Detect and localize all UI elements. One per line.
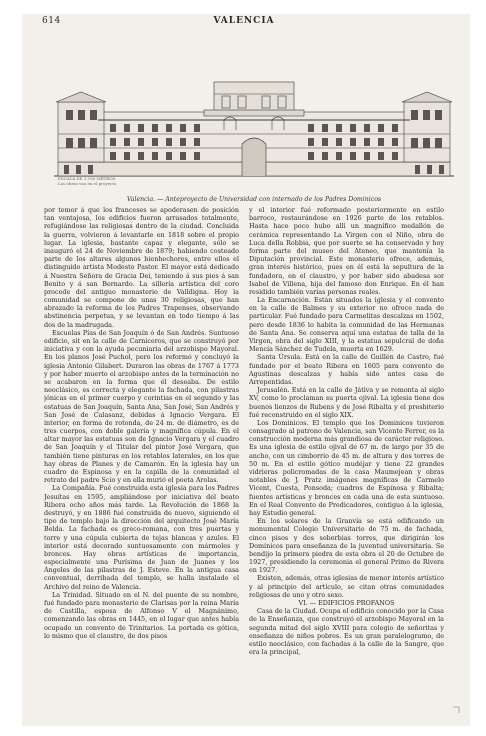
drawing-scale-note (58, 176, 116, 186)
paragraph: Santa Úrsula. Está en la calle de Guillén de Castro, fué fundado por el beato Ribera en 1605 para convento de Agustinas descalzas y había sido antes casa de Arrepentidas. (249, 353, 444, 386)
paragraph: Casa de la Ciudad. Ocupa el edificio conocido por la Casa de la Enseñanza, que construyó el arzobispo Mayoral en la segunda mitad del siglo XVIII para colegio de señoritas y enseñanza de niños pobres. Es un gran paralelogramo, de estilo neoclásico, con fachadas á la calle de la Sangre, que era la principal, (249, 607, 444, 657)
right-text-column (249, 206, 444, 698)
paragraph: La Trinidad. Situado en el N. del puente de su nombre, fué fundado para monasterio de Clarisas por la reina María de Castilla, esposa de Alfonso V el Magnánimo, comenzando las obras en 1445, en el lugar que antes había ocupado un convento de Trinitarios. La portada es gótica, lo mismo que el claustro, de dos pisos (44, 590, 239, 640)
paragraph: Jerusalén. Está en la calle de Játiva y se remonta al siglo XV, como lo proclaman su puerta ojival. La iglesia tiene dos buenos lienzos de Rubens y de José Ribalta y el presbiterio fué reconstruido en el siglo XIX. (249, 386, 444, 419)
paragraph: por temor á que los franceses se apoderasen de posición tan ventajosa, los edificios fueron arrasados totalmente, refugiándose las religiosas dentro de la ciudad. Concluida la guerra, volvieron á levantarle en 1818 sobre el propio lugar. La iglesia, bastante capaz y elegante, sólo se inauguró el 24 de Noviembre de 1879; habiendo costeado parte de los altares algunos bienhechores, entre ellos el distinguido artista Modesto Pastor. El mayor está dedicado á Nuestra Señora de Gracia Dei, teniendo á sus pies á san Benito y á san Bernardo. La sillería artística del coro procede del antiguo monasterio de Valldigna. Hoy la comunidad se compone de unas 30 religiosas, que han abrazado la reforma de los Padres Trapenses, observando abstinencia perpetua, y se levantan en todo tiempo á las dos de la madrugada. (44, 206, 239, 329)
scale-line: ESCALA DE 1:150 METROS (58, 176, 116, 181)
paragraph: En los solares de la Granvía se está edificando un monumental Colegio Universitario de 75 m. de fachada, cinco pisos y dos soberbias torres, que dirigirán los Dominicos para enseñanza de la juventud universitaria. Se bendijo la primera piedra de esta obra el 20 de Octubre de 1927, presidiendo la ceremonia el general Primo de Rivera en 1927. (249, 517, 444, 575)
page-title: VALENCIA (213, 16, 275, 26)
paragraph: La Encarnación. Están situados la iglesia y el convento en la calle de Balmes y su exterior no ofrece nada de particular. Fué fundado para Carmelitas descalzas en 1502, pero desde 1836 lo habita la comunidad de las Hermanas de Santa Ana. Se conserva aquí una estatua de talla de la Virgen, obra del siglo XIII, y la estatua sepulcral de doña Mencía Sánchez de Tudela, muerta en 1629. (249, 296, 444, 354)
left-text-column (44, 206, 239, 698)
paragraph: Escuelas Pías de San Joaquín ó de San Andrés. Suntuoso edificio, sit en la calle de Carniceros, que se construyó por iniciativa y con la ayuda pecuniaria del arzobispo Mayoral. En los planos José Puchol, pero los reformó y concluyó la iglesia Antonio Gilabert. Duraron las obras de 1767 á 1773 y por haber muerto el arzobispo antes de la terminación no se acabaron en la forma que él deseaba. De estilo neoclásico, es correcta y elegante la fachada, con pilastras jónicas en el primer cuerpo y corintias en el segundo y las estatuas de San Joaquín, Santa Ana, San José, San Andrés y San José de Calasanz, debidas á Ignacio Vergara. El interior, en forma de rotonda, de 24 m. de diámetro, es de tres cuerpos, con doble galería y magnífica cúpula. En el altar mayor las estatuas son de Ignacio Vergara y el cuadro de San Joaquín y el Titular del pintor José Vergara, que también tiene pinturas en los retablos laterales, en los que hay obras de Planes y de Camarón. En la iglesia hay un cuadro de Espinosa y en la capilla de la comunidad el retrato del padre Scio y en ella murió el poeta Arolas. (44, 328, 239, 485)
building-elevation-drawing (54, 72, 454, 190)
paragraph: La Compañía. Fué construida esta iglesia para los Padres Jesuítas en 1595, ampliándose por iniciativa del beato Ribera ocho años más tarde. La Revolución de 1868 la destruyó, y en 1886 fué construida de nuevo, siguiendo el tipo de templo bajo la dirección del arquitecto José María Belda. La fachada es greco-romana, con tres puertas y torre y una cúpula cubierta de tejas blancas y azules. El interior está decorado suntuosamente con mármoles y bronces. Hay obras artísticas de importancia, especialmente una Purísima de Juan de Juanes y los Ángeles de las pilastras de J. Esteve. En la antigua casa conventual, derribada del templo, se halla instalado el Archivo del reino de Valencia. (44, 484, 239, 591)
page-number: 614 (42, 16, 61, 26)
figure-caption: Valencia. — Anteproyecto de Universidad con internado de los Padres Dominicos (126, 196, 382, 203)
page-header (42, 16, 446, 32)
corner-ornament-icon (452, 706, 460, 714)
scale-line: Las obras van en el proyecto (58, 181, 117, 186)
paragraph: Existen, además, otras iglesias de menor interés artístico y al principio del artículo, se citan otras comunidades religiosas de uno y otro sexo. (249, 574, 444, 599)
paragraph: y el interior fué reformado posteriormente en estilo barroco, restaurándose en 1926 parte de los retablos. Hasta hace poco hubo allí un magnífico medallón de cerámica representando La Virgen con el Niño, obra de Luca della Robbia, que por suerte se ha conservado y hoy forma parte del museo del Ateneo, que mantenía la Diputación provincial. Este monasterio ofrece, además, gran interés histórico, pues en él está la sepultura de la fundadora, en el claustro, y por haber sido abadesa sor Isabel de Villena, hija del famoso don Enrique. En él han residido también varias personas reales. (249, 206, 444, 296)
paragraph: Los Dominicos. El templo que los Dominicos tuvieron consagrado al patrono de Valencia, san Vicente Ferrer, es la construcción moderna más grandiosa de carácter religioso. Es una iglesia de estilo ojival de 67 m. de largo por 35 de ancho, con un cimborrio de 45 m. de altura y dos torres de 50 m. En el estilo gótico mudéjar y tiene 22 grandes vidrieras policromadas de la casa Maumejean y obras notables de J. Pratz imágenes magníficas de Carmelo Vicent, Cuesta, Ponsoda; cuadros de Espinosa y Ribalta; fuentes artísticas y bronces en cada una de esta suntuoso. En el Real Convento de Predicadores, contiguo á la iglesia, hay Estudio general. (249, 418, 444, 517)
section-heading: VI. — EDIFICIOS PROFANOS (298, 599, 395, 607)
